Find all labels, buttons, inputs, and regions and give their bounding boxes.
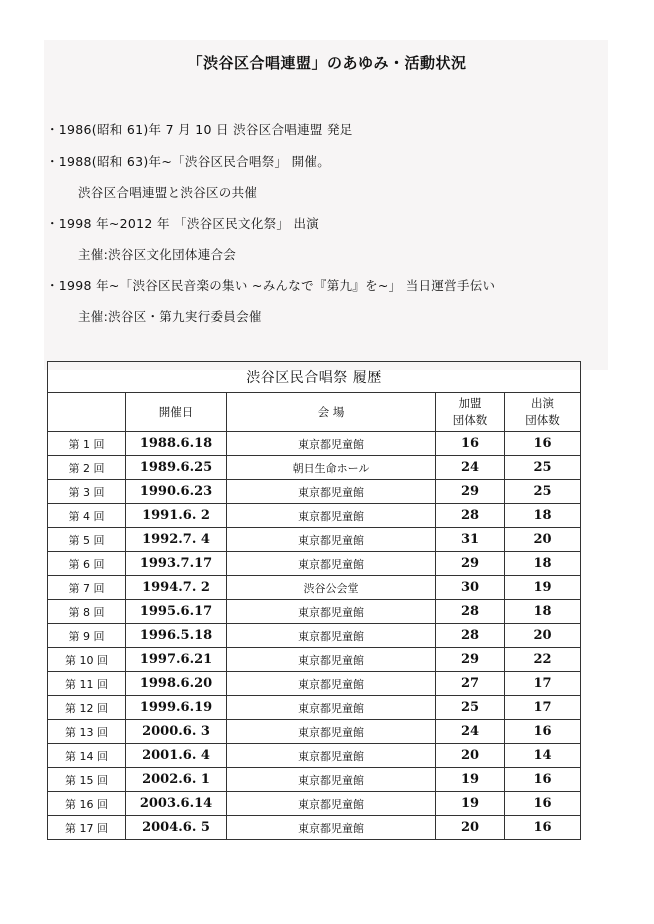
cell-members: 29 [436, 480, 505, 504]
cell-members: 28 [436, 624, 505, 648]
cell-round: 第 3 回 [48, 480, 126, 504]
cell-performers: 18 [505, 600, 581, 624]
cell-round: 第 10 回 [48, 648, 126, 672]
cell-round: 第 16 回 [48, 792, 126, 816]
cell-round: 第 9 回 [48, 624, 126, 648]
history-subnote: 主催:渋谷区文化団体連合会 [78, 247, 237, 262]
cell-performers: 17 [505, 696, 581, 720]
cell-venue: 東京都児童館 [227, 624, 436, 648]
cell-date: 2001.6. 4 [126, 744, 227, 768]
history-item: ・1986(昭和 61)年 7 月 10 日 渋谷区合唱連盟 発足 [46, 122, 353, 137]
cell-round: 第 12 回 [48, 696, 126, 720]
table-row [48, 648, 581, 672]
cell-date: 1999.6.19 [126, 696, 227, 720]
cell-performers: 20 [505, 624, 581, 648]
cell-members: 25 [436, 696, 505, 720]
cell-members: 30 [436, 576, 505, 600]
cell-members: 24 [436, 456, 505, 480]
cell-performers: 14 [505, 744, 581, 768]
cell-venue: 東京都児童館 [227, 504, 436, 528]
cell-members: 19 [436, 792, 505, 816]
table-row [48, 816, 581, 840]
cell-members: 20 [436, 816, 505, 840]
cell-members: 29 [436, 648, 505, 672]
table-row [48, 672, 581, 696]
history-subnote: 渋谷区合唱連盟と渋谷区の共催 [78, 185, 258, 200]
table-row [48, 480, 581, 504]
cell-members: 31 [436, 528, 505, 552]
cell-performers: 25 [505, 456, 581, 480]
cell-performers: 16 [505, 816, 581, 840]
cell-members: 27 [436, 672, 505, 696]
cell-venue: 東京都児童館 [227, 432, 436, 456]
header-members-line2: 団体数 [452, 413, 488, 427]
history-item: ・1998 年~「渋谷区民音楽の集い ~みんなで『第九』を~」 当日運営手伝い [46, 278, 496, 293]
table-row [48, 744, 581, 768]
cell-date: 1990.6.23 [126, 480, 227, 504]
table-row [48, 432, 581, 456]
header-performers-line1: 出演 [531, 396, 554, 410]
cell-venue: 東京都児童館 [227, 744, 436, 768]
cell-round: 第 8 回 [48, 600, 126, 624]
table-row [48, 576, 581, 600]
cell-performers: 19 [505, 576, 581, 600]
history-item: ・1988(昭和 63)年~「渋谷区民合唱祭」 開催。 [46, 154, 330, 169]
cell-date: 1989.6.25 [126, 456, 227, 480]
cell-performers: 16 [505, 768, 581, 792]
table-row [48, 624, 581, 648]
cell-round: 第 7 回 [48, 576, 126, 600]
cell-performers: 20 [505, 528, 581, 552]
table-row [48, 792, 581, 816]
cell-round: 第 2 回 [48, 456, 126, 480]
cell-round: 第 1 回 [48, 432, 126, 456]
table-row [48, 456, 581, 480]
header-round [48, 393, 126, 432]
table-row [48, 696, 581, 720]
cell-venue: 東京都児童館 [227, 528, 436, 552]
cell-date: 2004.6. 5 [126, 816, 227, 840]
table-caption-row [48, 362, 581, 393]
header-members-line1: 加盟 [458, 396, 482, 410]
table-row [48, 768, 581, 792]
cell-venue: 東京都児童館 [227, 792, 436, 816]
cell-venue: 渋谷公会堂 [227, 576, 436, 600]
cell-venue: 東京都児童館 [227, 816, 436, 840]
table-header-row [48, 393, 581, 432]
cell-date: 2000.6. 3 [126, 720, 227, 744]
cell-venue: 朝日生命ホール [227, 456, 436, 480]
cell-date: 1997.6.21 [126, 648, 227, 672]
cell-members: 19 [436, 768, 505, 792]
cell-round: 第 5 回 [48, 528, 126, 552]
cell-members: 20 [436, 744, 505, 768]
cell-date: 1992.7. 4 [126, 528, 227, 552]
cell-performers: 17 [505, 672, 581, 696]
cell-performers: 25 [505, 480, 581, 504]
cell-members: 29 [436, 552, 505, 576]
cell-date: 1994.7. 2 [126, 576, 227, 600]
cell-round: 第 11 回 [48, 672, 126, 696]
cell-venue: 東京都児童館 [227, 720, 436, 744]
cell-round: 第 13 回 [48, 720, 126, 744]
header-date: 開催日 [126, 393, 227, 432]
cell-round: 第 15 回 [48, 768, 126, 792]
history-list [0, 0, 654, 340]
cell-performers: 18 [505, 504, 581, 528]
cell-date: 1995.6.17 [126, 600, 227, 624]
cell-members: 16 [436, 432, 505, 456]
header-venue: 会 場 [227, 393, 436, 432]
cell-performers: 16 [505, 432, 581, 456]
header-performers [505, 393, 581, 432]
table-row [48, 552, 581, 576]
cell-round: 第 17 回 [48, 816, 126, 840]
cell-members: 24 [436, 720, 505, 744]
cell-venue: 東京都児童館 [227, 600, 436, 624]
cell-performers: 22 [505, 648, 581, 672]
table-caption: 渋谷区民合唱祭 履歴 [48, 362, 581, 393]
cell-venue: 東京都児童館 [227, 768, 436, 792]
header-performers-line2: 団体数 [525, 413, 560, 427]
history-item: ・1998 年~2012 年 「渋谷区民文化祭」 出演 [46, 216, 320, 231]
cell-date: 2002.6. 1 [126, 768, 227, 792]
cell-date: 2003.6.14 [126, 792, 227, 816]
cell-venue: 東京都児童館 [227, 672, 436, 696]
cell-members: 28 [436, 504, 505, 528]
cell-round: 第 6 回 [48, 552, 126, 576]
cell-performers: 16 [505, 792, 581, 816]
cell-round: 第 4 回 [48, 504, 126, 528]
table-row [48, 720, 581, 744]
cell-venue: 東京都児童館 [227, 480, 436, 504]
table-row [48, 504, 581, 528]
header-members [436, 393, 505, 432]
cell-date: 1993.7.17 [126, 552, 227, 576]
cell-date: 1988.6.18 [126, 432, 227, 456]
cell-venue: 東京都児童館 [227, 696, 436, 720]
history-subnote: 主催:渋谷区・第九実行委員会催 [78, 309, 262, 324]
table-row [48, 600, 581, 624]
cell-date: 1991.6. 2 [126, 504, 227, 528]
cell-date: 1998.6.20 [126, 672, 227, 696]
cell-venue: 東京都児童館 [227, 648, 436, 672]
cell-performers: 18 [505, 552, 581, 576]
page-title: 「渋谷区合唱連盟」のあゆみ・活動状況 [187, 54, 467, 72]
cell-date: 1996.5.18 [126, 624, 227, 648]
cell-venue: 東京都児童館 [227, 552, 436, 576]
festival-history-table [47, 361, 581, 840]
cell-round: 第 14 回 [48, 744, 126, 768]
cell-members: 28 [436, 600, 505, 624]
table-row [48, 528, 581, 552]
cell-performers: 16 [505, 720, 581, 744]
